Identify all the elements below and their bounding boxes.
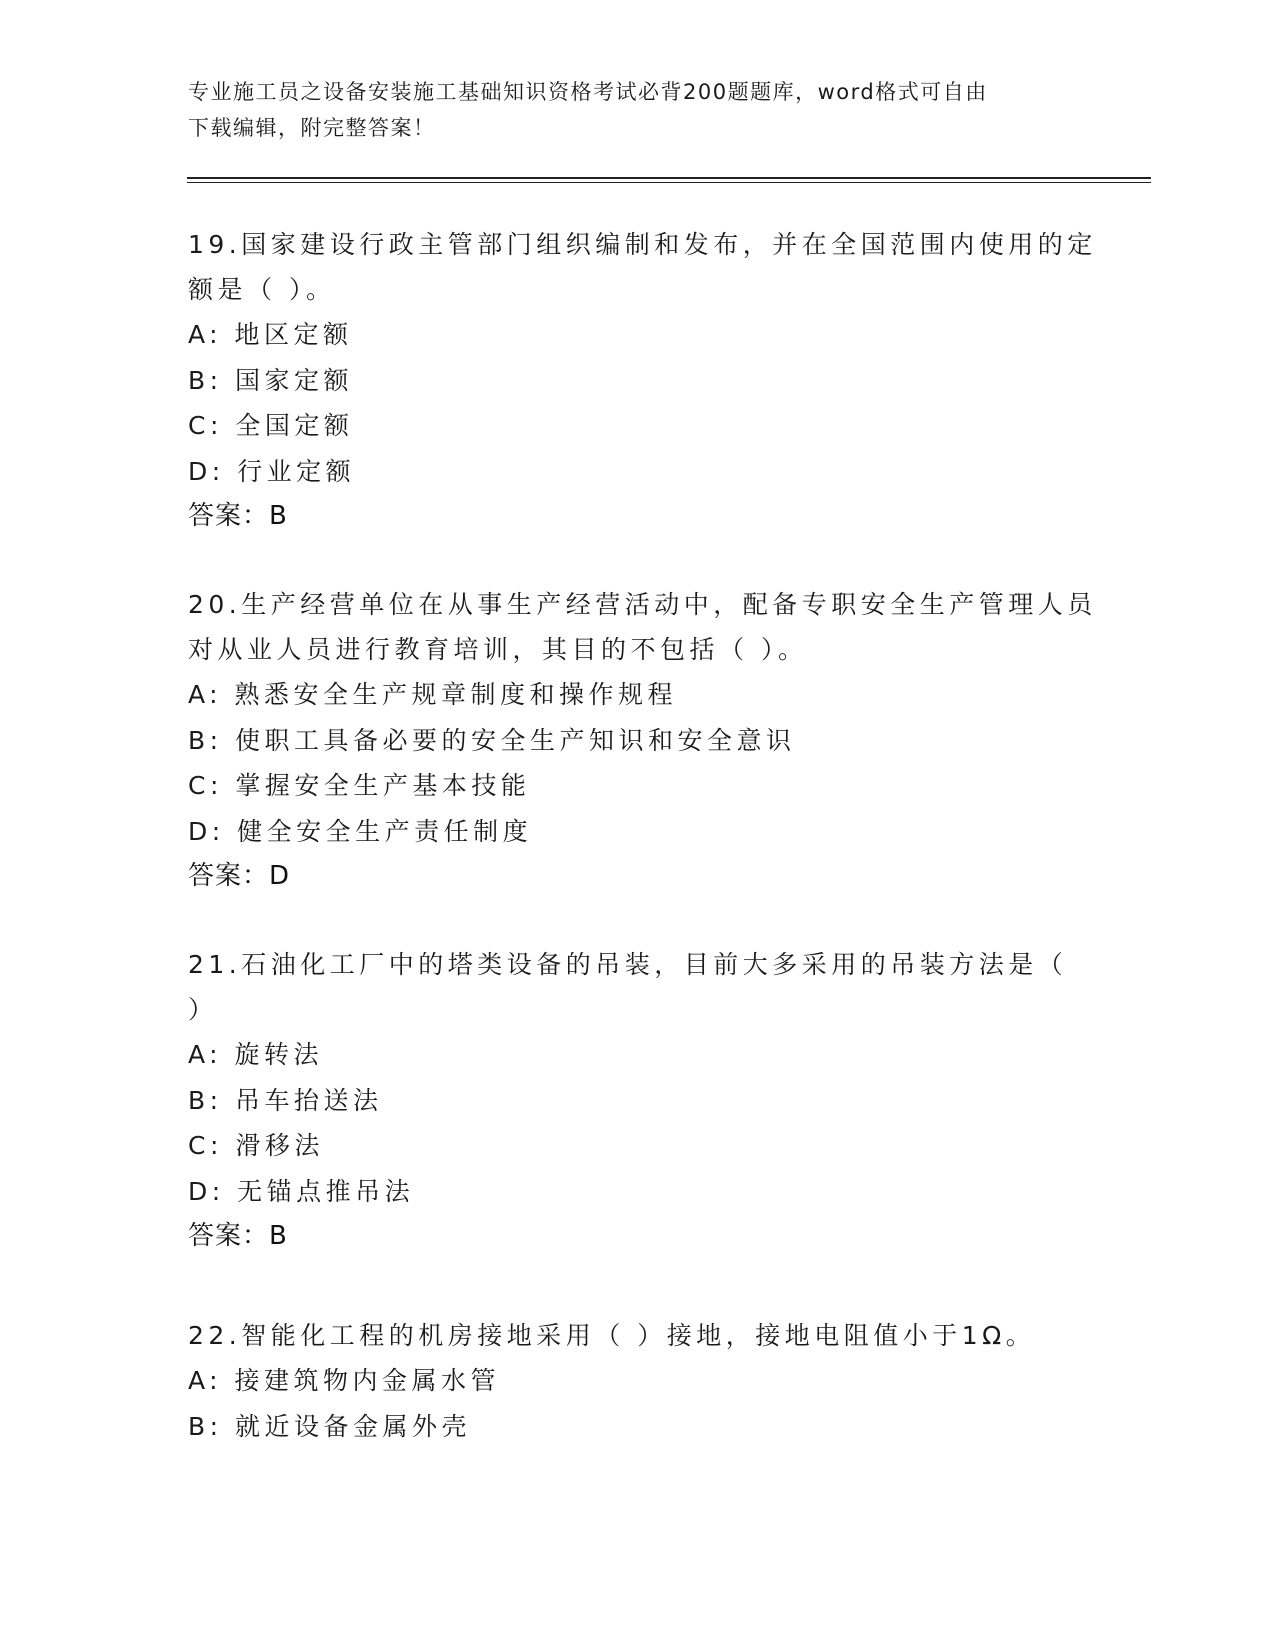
question-stem-line: 22.智能化工程的机房接地采用（ ）接地，接地电阻值小于1Ω。: [188, 1321, 1036, 1350]
option-b: B: 使职工具备必要的安全生产知识和安全意识: [188, 725, 796, 755]
question-21: [188, 942, 1088, 1260]
question-stem-line: 20.生产经营单位在从事生产经营活动中，配备专职安全生产管理人员: [188, 590, 1097, 619]
question-20: [188, 582, 1097, 900]
header-divider-thick: [187, 177, 1151, 179]
option-a: A: 旋转法: [188, 1040, 324, 1069]
option-b: B: 就近设备金属外壳: [188, 1411, 472, 1441]
document-header: [188, 74, 1068, 146]
option-c: C: 全国定额: [188, 411, 354, 440]
answer: 答案：D: [188, 861, 291, 891]
option-c: C: 滑移法: [188, 1131, 324, 1160]
question-stem-line: 19.国家建设行政主管部门组织编制和发布，并在全国范围内使用的定: [188, 230, 1097, 259]
option-c: C: 掌握安全生产基本技能: [188, 771, 531, 800]
header-divider-thin: [187, 182, 1151, 183]
answer: 答案：B: [188, 1221, 288, 1251]
question-stem-line: 额是（ ）。: [188, 275, 336, 304]
option-d: D: 健全安全生产责任制度: [188, 816, 533, 846]
option-a: A: 地区定额: [188, 320, 353, 349]
option-d: D: 行业定额: [188, 456, 356, 486]
question-19: [188, 222, 1097, 540]
question-stem-line: ）: [188, 995, 218, 1024]
option-b: B: 国家定额: [188, 365, 354, 395]
header-line-1: 专业施工员之设备安装施工基础知识资格考试必背200题题库，word格式可自由: [188, 80, 988, 104]
question-stem-line: 对从业人员进行教育培训，其目的不包括（ ）。: [188, 635, 808, 664]
answer: 答案：B: [188, 501, 288, 531]
option-a: A: 接建筑物内金属水管: [188, 1366, 501, 1395]
question-stem-line: 21.石油化工厂中的塔类设备的吊装，目前大多采用的吊装方法是（: [188, 950, 1068, 979]
option-b: B: 吊车抬送法: [188, 1085, 383, 1115]
header-line-2: 下载编辑，附完整答案！: [188, 116, 436, 140]
option-d: D: 无锚点推吊法: [188, 1176, 415, 1206]
question-22: [188, 1313, 1088, 1449]
option-a: A: 熟悉安全生产规章制度和操作规程: [188, 680, 678, 709]
